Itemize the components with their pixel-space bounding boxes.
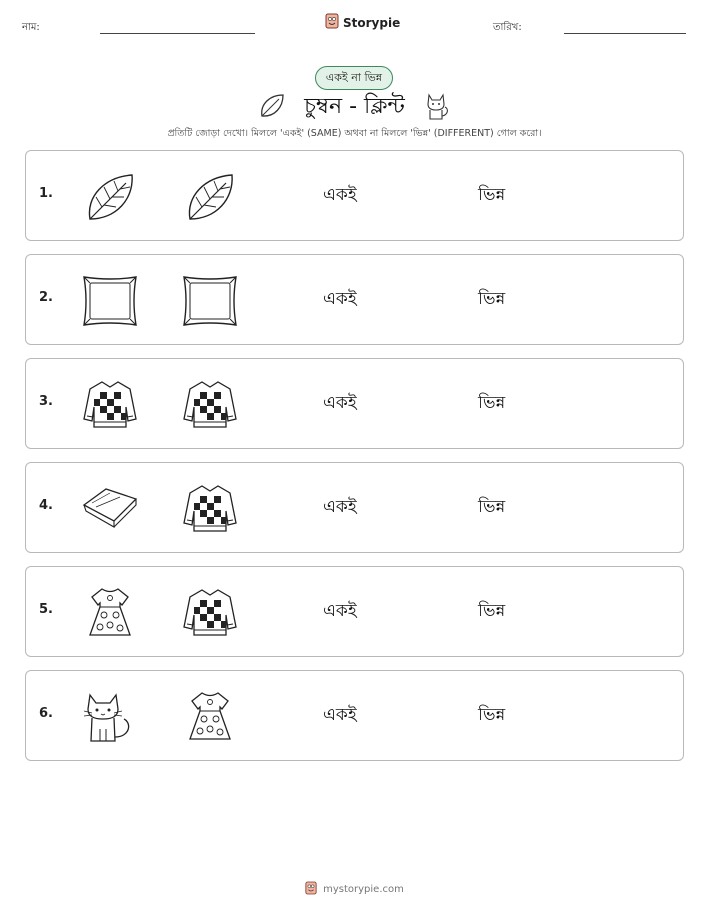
pillow-icon: [80, 273, 140, 329]
same-option[interactable]: একই: [323, 393, 357, 413]
instruction-text: প্রতিটি জোড়া দেখো। মিললে 'একই' (SAME) অথবা না মিললে 'ভিন্ন' (DIFFERENT) গোল করো।: [167, 128, 542, 139]
mascot-icon: [325, 13, 339, 33]
different-option[interactable]: ভিন্ন: [478, 497, 506, 517]
question-number: 3.: [39, 394, 53, 409]
question-number: 6.: [39, 706, 53, 721]
sweater-icon: [80, 377, 140, 433]
brand-name: Storypie: [343, 16, 401, 30]
name-label: নাম:: [22, 22, 40, 33]
towel-icon: [80, 481, 140, 537]
cat-icon: [423, 91, 451, 125]
question-row: [25, 462, 684, 553]
same-option[interactable]: একই: [323, 705, 357, 725]
different-option[interactable]: ভিন্ন: [478, 393, 506, 413]
name-field[interactable]: [100, 33, 255, 34]
question-number: 1.: [39, 186, 53, 201]
sweater-icon: [180, 585, 240, 641]
question-row: [25, 358, 684, 449]
sweater-icon: [180, 481, 240, 537]
leaf-icon: [180, 169, 240, 225]
same-option[interactable]: একই: [323, 289, 357, 309]
worksheet-title: চুম্বন - ক্লিন্ট: [304, 94, 405, 119]
question-row: [25, 254, 684, 345]
date-field[interactable]: [564, 33, 686, 34]
question-row: [25, 150, 684, 241]
pillow-icon: [180, 273, 240, 329]
mascot-icon: [305, 880, 317, 899]
cat-icon: [80, 689, 140, 745]
same-option[interactable]: একই: [323, 185, 357, 205]
worksheet-tag: একই না ভিন্ন: [315, 66, 393, 90]
brand-logo: [325, 13, 400, 33]
dress-icon: [180, 689, 240, 745]
same-option[interactable]: একই: [323, 601, 357, 621]
question-row: [25, 670, 684, 761]
footer: [0, 880, 709, 899]
dress-icon: [80, 585, 140, 641]
question-row: [25, 566, 684, 657]
date-label: তারিখ:: [493, 22, 522, 33]
question-number: 5.: [39, 602, 53, 617]
leaf-icon: [80, 169, 140, 225]
question-number: 4.: [39, 498, 53, 513]
different-option[interactable]: ভিন্ন: [478, 601, 506, 621]
different-option[interactable]: ভিন্ন: [478, 185, 506, 205]
sweater-icon: [180, 377, 240, 433]
leaf-icon: [258, 92, 286, 124]
different-option[interactable]: ভিন্ন: [478, 289, 506, 309]
question-number: 2.: [39, 290, 53, 305]
different-option[interactable]: ভিন্ন: [478, 705, 506, 725]
same-option[interactable]: একই: [323, 497, 357, 517]
footer-site: mystorypie.com: [323, 884, 404, 895]
